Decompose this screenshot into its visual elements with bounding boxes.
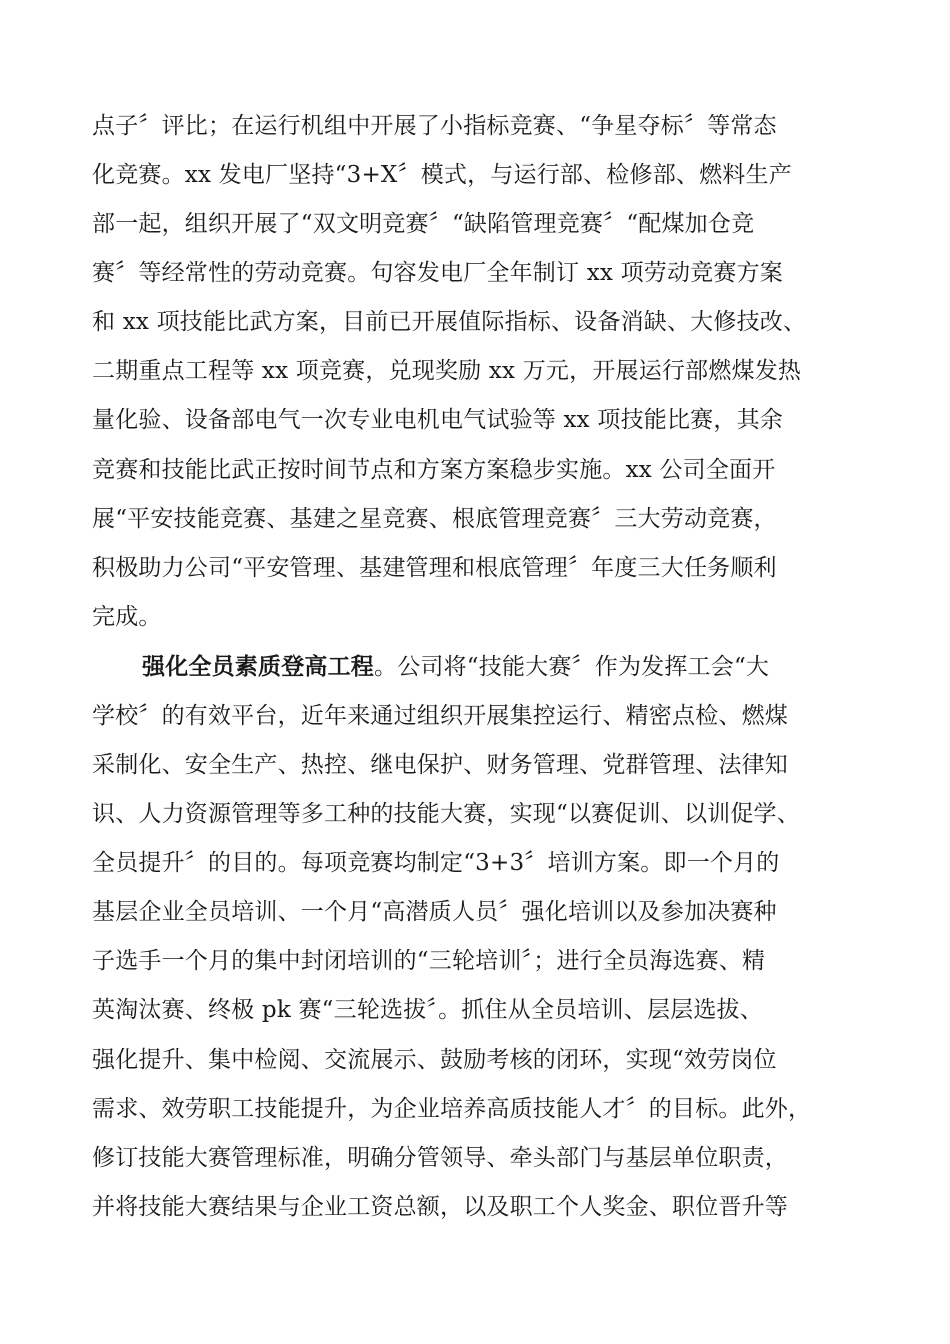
text-line: 完成。 [92, 604, 162, 630]
text-line: 赛〞等经常性的劳动竞赛。句容发电厂全年制订 xx 项劳动竞赛方案 [92, 260, 783, 286]
text-line: 展“平安技能竞赛、基建之星竞赛、根底管理竞赛〞三大劳动竞赛， [92, 506, 777, 532]
text-line: 部一起，组织开展了“双文明竞赛〞“缺陷管理竞赛〞“配煤加仓竞 [92, 211, 755, 237]
text-line: 化竞赛。xx 发电厂坚持“3+X〞模式，与运行部、检修部、燃料生产 [92, 162, 792, 188]
paragraph-first-line [142, 652, 769, 682]
text-line: 二期重点工程等 xx 项竞赛，兑现奖励 xx 万元，开展运行部燃煤发热 [92, 358, 802, 384]
text-line: 采制化、安全生产、热控、继电保护、财务管理、党群管理、法律知 [92, 752, 788, 778]
text-line: 修订技能大赛管理标准，明确分管领导、牵头部门与基层单位职责， [92, 1145, 788, 1171]
heading-line-rest: 。公司将“技能大赛〞作为发挥工会“大 [374, 654, 770, 680]
text-line: 需求、效劳职工技能提升，为企业培养高质技能人才〞的目标。此外， [92, 1096, 812, 1122]
text-line: 全员提升〞的目的。每项竞赛均制定“3+3〞培训方案。即一个月的 [92, 850, 780, 876]
text-line: 英淘汰赛、终极 pk 赛“三轮选拔〞。抓住从全员培训、层层选拔、 [92, 997, 763, 1023]
text-line: 和 xx 项技能比武方案，目前已开展值际指标、设备消缺、大修技改、 [92, 309, 807, 335]
text-line: 并将技能大赛结果与企业工资总额，以及职工个人奖金、职位晋升等 [92, 1194, 788, 1220]
text-line: 识、人力资源管理等多工种的技能大赛，实现“以赛促训、以训促学、 [92, 801, 800, 827]
text-line: 量化验、设备部电气一次专业电机电气试验等 xx 项技能比赛，其余 [92, 407, 783, 433]
text-line: 基层企业全员培训、一个月“高潜质人员〞强化培训以及参加决赛种 [92, 899, 777, 925]
text-line: 竞赛和技能比武正按时间节点和方案方案稳步实施。xx 公司全面开 [92, 457, 776, 483]
text-line: 学校〞的有效平台，近年来通过组织开展集控运行、精密点检、燃煤 [92, 703, 788, 729]
text-line: 点子〞评比；在运行机组中开展了小指标竞赛、“争星夺标〞等常态 [92, 113, 777, 139]
text-line: 强化提升、集中检阅、交流展示、鼓励考核的闭环，实现“效劳岗位 [92, 1047, 777, 1073]
section-heading: 强化全员素质登高工程 [142, 653, 374, 680]
text-line: 子选手一个月的集中封闭培训的“三轮培训〞；进行全员海选赛、精 [92, 948, 766, 974]
text-line: 积极助力公司“平安管理、基建管理和根底管理〞年度三大任务顺利 [92, 555, 777, 581]
